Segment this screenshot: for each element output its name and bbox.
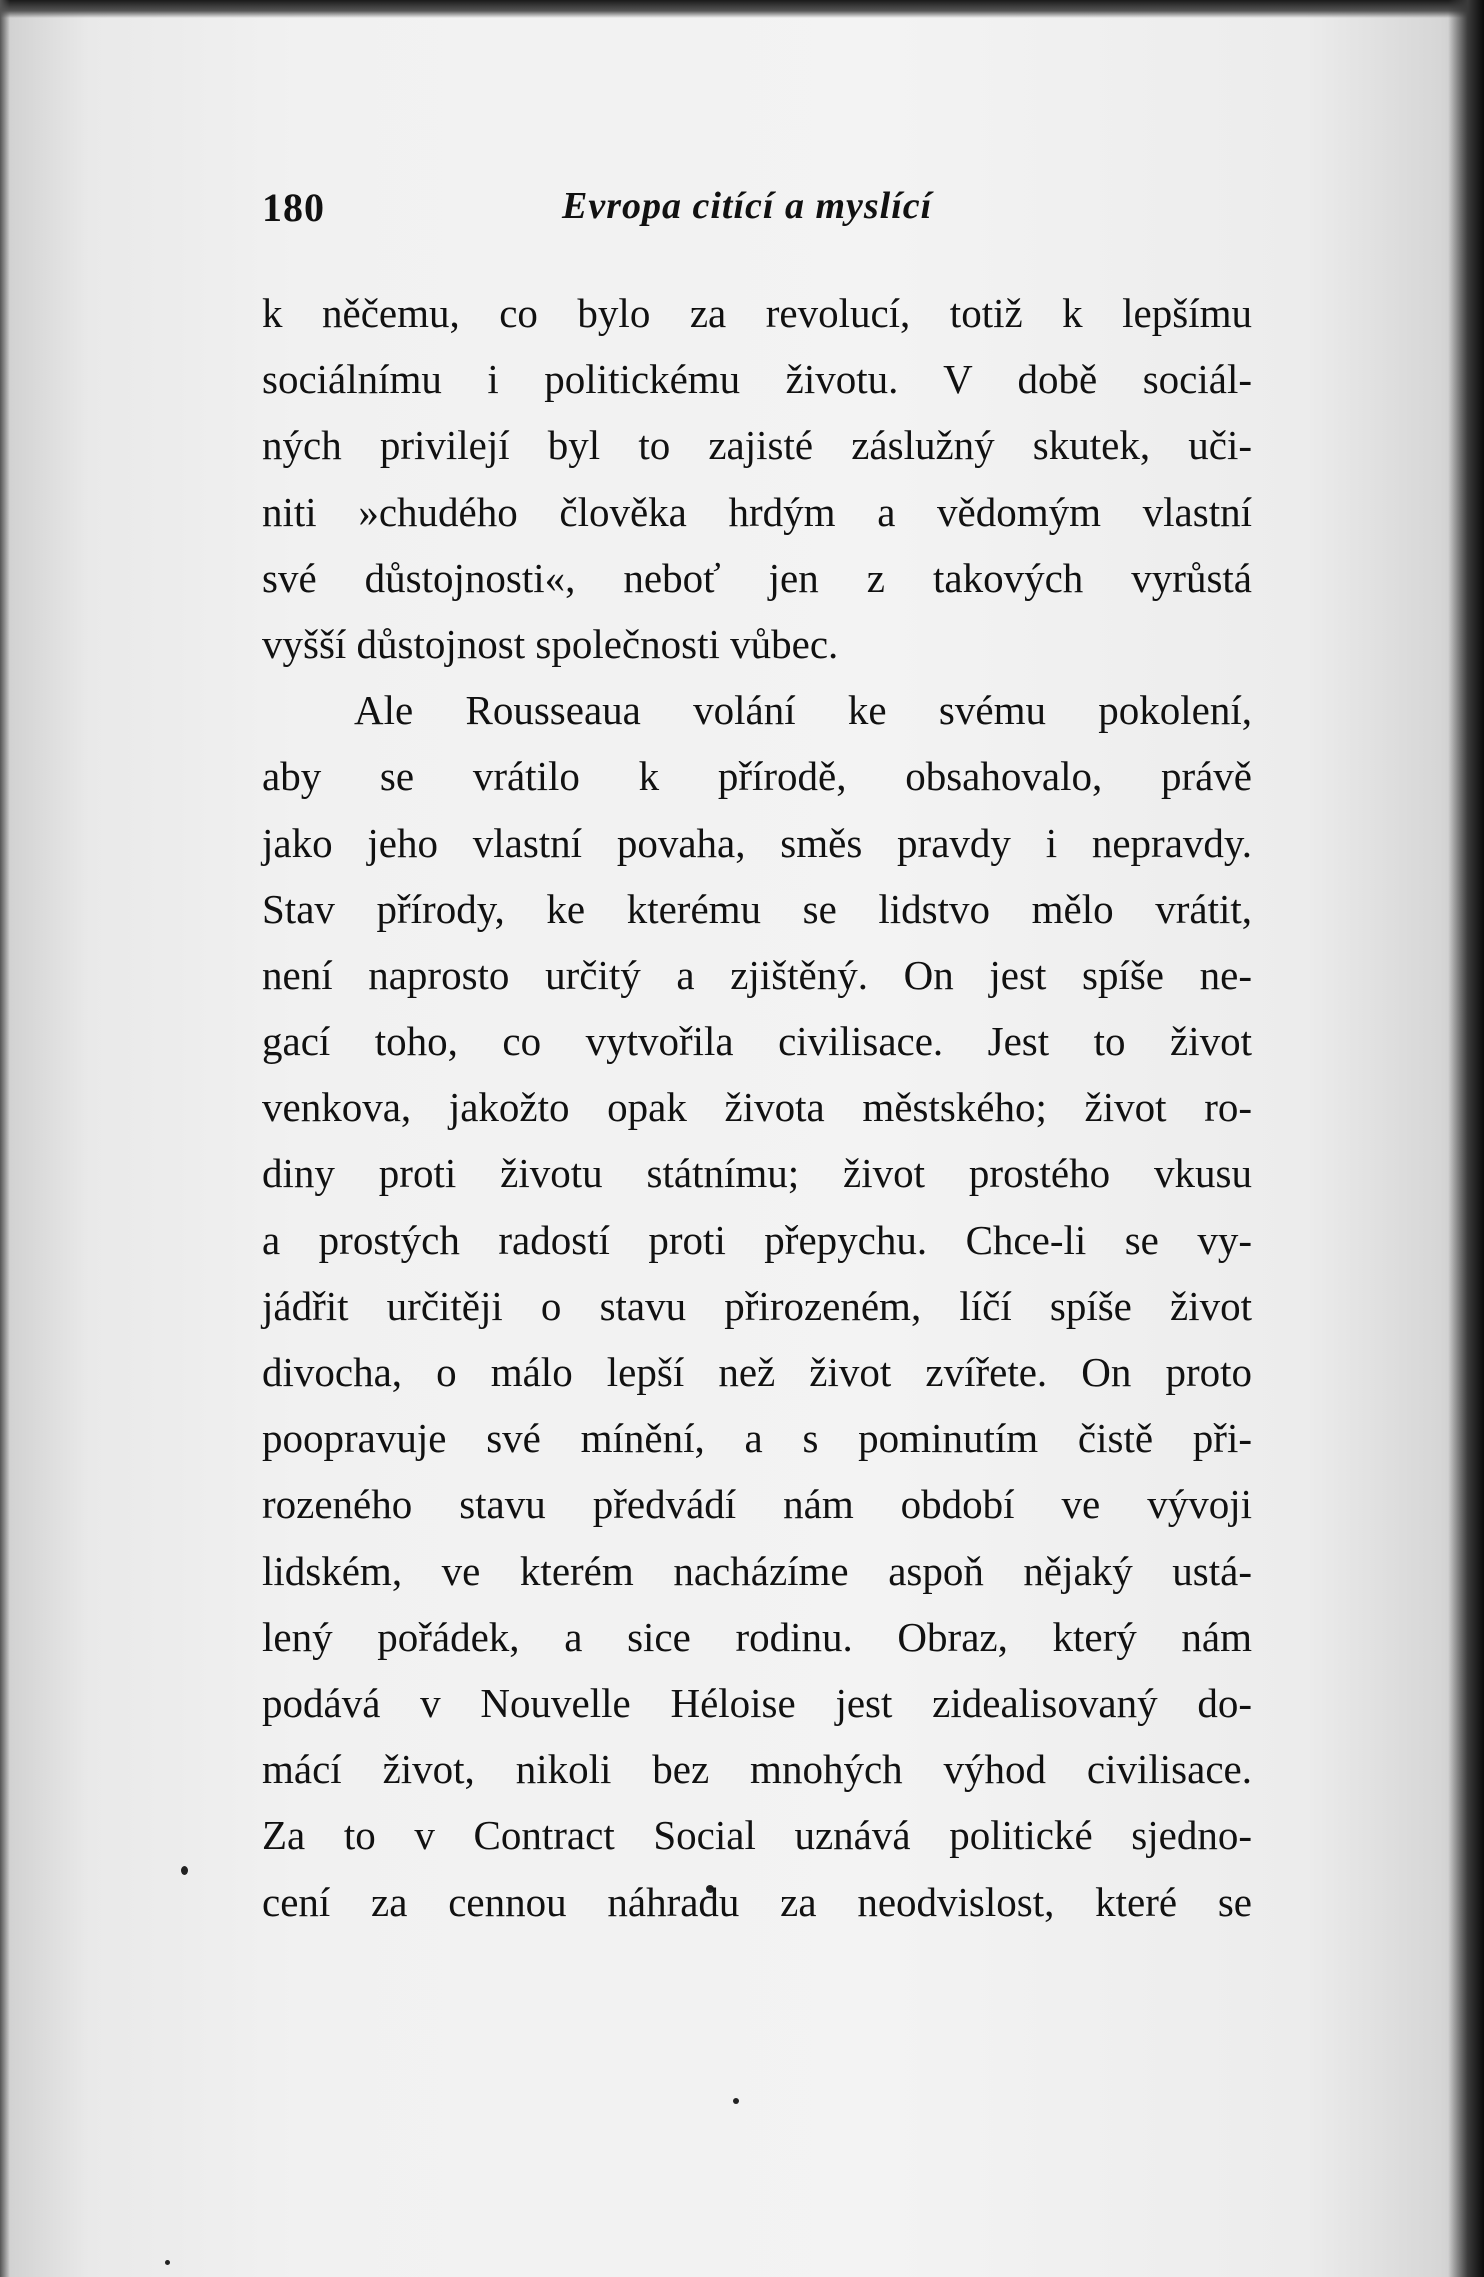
text-line: jako jeho vlastní povaha, směs pravdy i nepravdy. — [262, 819, 1252, 866]
dust-speck — [165, 2260, 170, 2265]
text-line: mácí život, nikoli bez mnohých výhod civilisace. — [262, 1746, 1252, 1793]
text-line: venkova, jakožto opak života městského; život ro- — [262, 1084, 1252, 1131]
page-number: 180 — [262, 185, 325, 230]
text-line: sociálnímu i politickému životu. V době sociál- — [262, 356, 1252, 403]
text-line: k něčemu, co bylo za revolucí, totiž k lepšímu — [262, 290, 1252, 336]
text-line: rozeného stavu předvádí nám období ve vývoji — [262, 1481, 1252, 1528]
text-line: niti »chudého člověka hrdým a vědomým vlastní — [262, 488, 1252, 535]
text-line: diny proti životu státnímu; život prostého vkusu — [262, 1150, 1252, 1197]
text-line: není naprosto určitý a zjištěný. On jest spíše ne- — [262, 951, 1252, 998]
text-line: podává v Nouvelle Héloise jest zidealisovaný do- — [262, 1679, 1252, 1726]
page-edge-top — [0, 0, 1484, 18]
text-line: jádřit určitěji o stavu přirozeném, líčí spíše život — [262, 1282, 1252, 1329]
text-line: cení za cennou náhradu za neodvislost, které se — [262, 1878, 1252, 1925]
text-line: a prostých radostí proti přepychu. Chce-li se vy- — [262, 1216, 1252, 1263]
paragraph — [262, 280, 1252, 677]
page-edge-left — [0, 0, 10, 2277]
page-edge-right — [1448, 0, 1484, 2277]
text-line: své důstojnosti«, neboť jen z takových vyrůstá — [262, 554, 1252, 601]
text-line: aby se vrátilo k přírodě, obsahovalo, právě — [262, 753, 1252, 800]
text-line: Ale Rousseaua volání ke svému pokolení, — [354, 687, 1252, 734]
text-line: divocha, o málo lepší než život zvířete. On proto — [262, 1349, 1252, 1395]
running-title: Evropa citící a myslící — [562, 185, 933, 227]
text-line: Za to v Contract Social uznává politické sjedno- — [262, 1812, 1252, 1859]
text-line: vyšší důstojnost společnosti vůbec. — [262, 620, 839, 667]
page-header — [262, 184, 1252, 244]
dust-speck — [181, 1866, 188, 1875]
dust-speck — [733, 2098, 739, 2104]
text-line: poopravuje své mínění, a s pominutím čistě při- — [262, 1415, 1252, 1462]
text-line: ných privilejí byl to zajisté záslužný skutek, uči- — [262, 422, 1252, 469]
paragraph — [262, 677, 1252, 1935]
text-line: gací toho, co vytvořila civilisace. Jest to život — [262, 1018, 1252, 1065]
body-text — [262, 280, 1252, 1935]
text-line: lidském, ve kterém nacházíme aspoň nějaký ustá- — [262, 1547, 1252, 1594]
text-line: Stav přírody, ke kterému se lidstvo mělo vrátit, — [262, 885, 1252, 932]
text-line: lený pořádek, a sice rodinu. Obraz, který nám — [262, 1613, 1252, 1660]
